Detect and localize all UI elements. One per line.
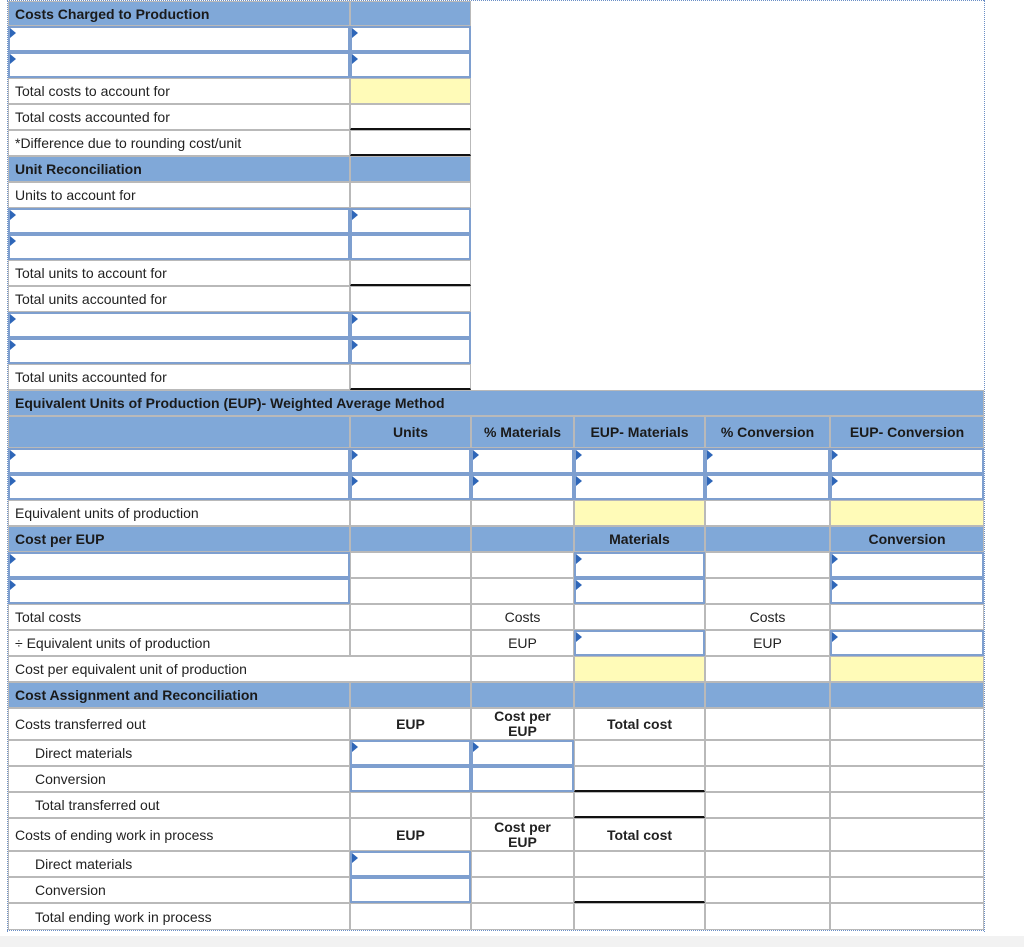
total-ending-wip-label: Total ending work in process: [8, 903, 350, 930]
input-marker-icon: [576, 580, 582, 590]
transferred-dm-b1: [705, 740, 830, 766]
frame-right: [984, 0, 985, 932]
input-marker-icon: [10, 554, 16, 564]
eup-pct-conversion-input-2[interactable]: [705, 474, 830, 500]
cost-assignment-header: Cost Assignment and Reconciliation: [8, 682, 350, 708]
cost-eup-r2-pct: [471, 578, 574, 604]
difference-rounding-value: [350, 130, 471, 156]
total-ending-eup: [350, 903, 471, 930]
cost-assignment-hdr-2: [471, 682, 574, 708]
units-value-input-2[interactable]: [350, 234, 471, 260]
units-accounted-label-input-2[interactable]: [8, 338, 350, 364]
total-units-to-account-value: [350, 260, 471, 286]
ending-col-cost-per-eup: [471, 818, 574, 851]
ending-conv-b1: [705, 877, 830, 903]
transferred-col-total-cost: Total cost: [574, 708, 705, 740]
input-marker-icon: [352, 340, 358, 350]
cost-eup-r1-pct: [471, 552, 574, 578]
units-accounted-value-input-2[interactable]: [350, 338, 471, 364]
input-marker-icon: [832, 554, 838, 564]
eup-label-input-1[interactable]: [8, 448, 350, 474]
units-label-input-1[interactable]: [8, 208, 350, 234]
input-marker-icon: [707, 450, 713, 460]
cost-per-eup-conversion-header: Conversion: [830, 526, 984, 552]
transferred-col-blank-1: [705, 708, 830, 740]
input-marker-icon: [576, 450, 582, 460]
ending-col-eup: EUP: [350, 818, 471, 851]
ending-direct-materials-label: Direct materials: [8, 851, 350, 877]
cost-per-equiv-unit-label: Cost per equivalent unit of production: [8, 656, 471, 682]
total-transferred-eup: [350, 792, 471, 818]
transferred-dm-cost-per-input[interactable]: [471, 740, 574, 766]
eup-total-pct-materials: [471, 500, 574, 526]
input-marker-icon: [473, 450, 479, 460]
eup-total-label: Equivalent units of production: [8, 500, 350, 526]
ending-conv-eup-input[interactable]: [350, 877, 471, 903]
input-marker-icon: [10, 210, 16, 220]
total-units-accounted-value: [350, 286, 471, 312]
cost-per-eup-header: Cost per EUP: [8, 526, 350, 552]
transferred-dm-total: [574, 740, 705, 766]
cost-label-input-2[interactable]: [8, 52, 350, 78]
transferred-conversion-label: Conversion: [8, 766, 350, 792]
cost-eup-r2-pct-conv: [705, 578, 830, 604]
input-marker-icon: [352, 28, 358, 38]
total-costs-accounted-value: [350, 104, 471, 130]
divide-eup-label: ÷ Equivalent units of production: [8, 630, 350, 656]
eup-col-units: Units: [350, 416, 471, 448]
eup-header: Equivalent Units of Production (EUP)- Weighted Average Method: [8, 390, 984, 416]
costs-charged-header: Costs Charged to Production: [8, 1, 350, 26]
transferred-conv-b2: [830, 766, 984, 792]
divide-eup-conversion-input[interactable]: [830, 630, 984, 656]
input-marker-icon: [10, 340, 16, 350]
eup-col-label-blank: [8, 416, 350, 448]
input-marker-icon: [576, 476, 582, 486]
input-marker-icon: [10, 476, 16, 486]
ending-conv-b2: [830, 877, 984, 903]
eup-materials-input-2[interactable]: [574, 474, 705, 500]
ending-col-blank-2: [830, 818, 984, 851]
difference-rounding-label: *Difference due to rounding cost/unit: [8, 130, 350, 156]
ending-conv-total: [574, 877, 705, 903]
eup-col-pct-conversion: % Conversion: [705, 416, 830, 448]
eup-col-pct-materials: % Materials: [471, 416, 574, 448]
eup-col-eup-conversion: EUP- Conversion: [830, 416, 984, 448]
total-transferred-cost-per: [471, 792, 574, 818]
transferred-col-eup: EUP: [350, 708, 471, 740]
frame-bottom: [7, 930, 984, 931]
ending-conv-cost-per: [471, 877, 574, 903]
input-marker-icon: [352, 314, 358, 324]
cost-per-equiv-unit-pct: [471, 656, 574, 682]
ending-dm-total: [574, 851, 705, 877]
transferred-conv-b1: [705, 766, 830, 792]
ending-dm-eup-input[interactable]: [350, 851, 471, 877]
input-marker-icon: [473, 742, 479, 752]
cost-eup-conversion-input-2[interactable]: [830, 578, 984, 604]
unit-reconciliation-header: Unit Reconciliation: [8, 156, 350, 182]
total-transferred-b1: [705, 792, 830, 818]
cost-value-input-1[interactable]: [350, 26, 471, 52]
eup-conversion-input-1[interactable]: [830, 448, 984, 474]
input-marker-icon: [473, 476, 479, 486]
cost-assignment-hdr-4: [705, 682, 830, 708]
cost-per-line2: EUP: [508, 833, 537, 850]
cost-per-eup-hdr-units: [350, 526, 471, 552]
cost-per-equiv-unit-materials: [574, 656, 705, 682]
total-transferred-out-label: Total transferred out: [8, 792, 350, 818]
bottom-band: [0, 936, 1024, 947]
eup-total-conversion: [830, 500, 984, 526]
eup-units-input-2[interactable]: [350, 474, 471, 500]
input-marker-icon: [352, 853, 358, 863]
total-units-to-account-label: Total units to account for: [8, 260, 350, 286]
input-marker-icon: [10, 450, 16, 460]
total-ending-total: [574, 903, 705, 930]
divide-eup-materials-input[interactable]: [574, 630, 705, 656]
total-costs-to-account-label: Total costs to account for: [8, 78, 350, 104]
cost-eup-materials-input-2[interactable]: [574, 578, 705, 604]
total-ending-b2: [830, 903, 984, 930]
unit-reconciliation-header-col: [350, 156, 471, 182]
eup-total-pct-conversion: [705, 500, 830, 526]
transferred-direct-materials-label: Direct materials: [8, 740, 350, 766]
cost-eup-label-input-2[interactable]: [8, 578, 350, 604]
cost-assignment-hdr-1: [350, 682, 471, 708]
total-transferred-total: [574, 792, 705, 818]
ending-col-total-cost: Total cost: [574, 818, 705, 851]
cost-assignment-hdr-3: [574, 682, 705, 708]
input-marker-icon: [10, 580, 16, 590]
transferred-col-cost-per-eup: [471, 708, 574, 740]
input-marker-icon: [576, 554, 582, 564]
input-marker-icon: [576, 632, 582, 642]
costs-tag-materials: Costs: [471, 604, 574, 630]
input-marker-icon: [352, 476, 358, 486]
eup-pct-conversion-input-1[interactable]: [705, 448, 830, 474]
eup-col-eup-materials: EUP- Materials: [574, 416, 705, 448]
units-to-account-label: Units to account for: [8, 182, 350, 208]
transferred-dm-eup-input[interactable]: [350, 740, 471, 766]
transferred-conv-eup-input[interactable]: [350, 766, 471, 792]
eup-conversion-input-2[interactable]: [830, 474, 984, 500]
units-label-input-2[interactable]: [8, 234, 350, 260]
units-to-account-value: [350, 182, 471, 208]
input-marker-icon: [832, 476, 838, 486]
eup-label-input-2[interactable]: [8, 474, 350, 500]
eup-tag-conversion: EUP: [705, 630, 830, 656]
total-costs-materials: [574, 604, 705, 630]
eup-total-materials: [574, 500, 705, 526]
total-ending-cost-per: [471, 903, 574, 930]
total-units-accounted-value-2: [350, 364, 471, 390]
ending-dm-cost-per: [471, 851, 574, 877]
input-marker-icon: [832, 632, 838, 642]
cost-eup-r1-units: [350, 552, 471, 578]
cost-per-line2: EUP: [508, 723, 537, 739]
input-marker-icon: [707, 476, 713, 486]
transferred-col-blank-2: [830, 708, 984, 740]
total-costs-label: Total costs: [8, 604, 350, 630]
costs-transferred-out-label: Costs transferred out: [8, 708, 350, 740]
transferred-conv-cost-per-input[interactable]: [471, 766, 574, 792]
transferred-conv-total: [574, 766, 705, 792]
total-costs-accounted-label: Total costs accounted for: [8, 104, 350, 130]
cost-value-input-2[interactable]: [350, 52, 471, 78]
cost-eup-r2-units: [350, 578, 471, 604]
eup-pct-materials-input-2[interactable]: [471, 474, 574, 500]
total-costs-units: [350, 604, 471, 630]
input-marker-icon: [10, 28, 16, 38]
cost-eup-r1-pct-conv: [705, 552, 830, 578]
transferred-dm-b2: [830, 740, 984, 766]
total-costs-to-account-value: [350, 78, 471, 104]
ending-col-blank-1: [705, 818, 830, 851]
cost-eup-label-input-1[interactable]: [8, 552, 350, 578]
cost-per-eup-materials-header: Materials: [574, 526, 705, 552]
cost-per-equiv-unit-pct-conv: [705, 656, 830, 682]
input-marker-icon: [352, 54, 358, 64]
eup-total-units: [350, 500, 471, 526]
ending-conversion-label: Conversion: [8, 877, 350, 903]
total-ending-b1: [705, 903, 830, 930]
input-marker-icon: [10, 314, 16, 324]
input-marker-icon: [352, 210, 358, 220]
total-costs-conversion: [830, 604, 984, 630]
ending-dm-b1: [705, 851, 830, 877]
total-units-accounted-label: Total units accounted for: [8, 286, 350, 312]
cost-per-equiv-unit-conversion: [830, 656, 984, 682]
ending-wip-label: Costs of ending work in process: [8, 818, 350, 851]
cost-per-eup-hdr-pct: [471, 526, 574, 552]
cost-per-line1: Cost per: [494, 818, 551, 835]
units-accounted-value-input-1[interactable]: [350, 312, 471, 338]
input-marker-icon: [10, 54, 16, 64]
units-accounted-label-input-1[interactable]: [8, 312, 350, 338]
input-marker-icon: [352, 742, 358, 752]
input-marker-icon: [832, 450, 838, 460]
cost-per-line1: Cost per: [494, 708, 551, 724]
units-value-input-1[interactable]: [350, 208, 471, 234]
costs-charged-header-col: [350, 1, 471, 26]
cost-eup-materials-input-1[interactable]: [574, 552, 705, 578]
cost-assignment-hdr-5: [830, 682, 984, 708]
divide-eup-units: [350, 630, 471, 656]
eup-pct-materials-input-1[interactable]: [471, 448, 574, 474]
input-marker-icon: [832, 580, 838, 590]
cost-label-input-1[interactable]: [8, 26, 350, 52]
cost-eup-conversion-input-1[interactable]: [830, 552, 984, 578]
total-units-accounted-label-2: Total units accounted for: [8, 364, 350, 390]
ending-dm-b2: [830, 851, 984, 877]
eup-materials-input-1[interactable]: [574, 448, 705, 474]
input-marker-icon: [352, 450, 358, 460]
cost-per-eup-hdr-pct-conv: [705, 526, 830, 552]
eup-units-input-1[interactable]: [350, 448, 471, 474]
eup-tag-materials: EUP: [471, 630, 574, 656]
input-marker-icon: [10, 236, 16, 246]
costs-tag-conversion: Costs: [705, 604, 830, 630]
total-transferred-b2: [830, 792, 984, 818]
